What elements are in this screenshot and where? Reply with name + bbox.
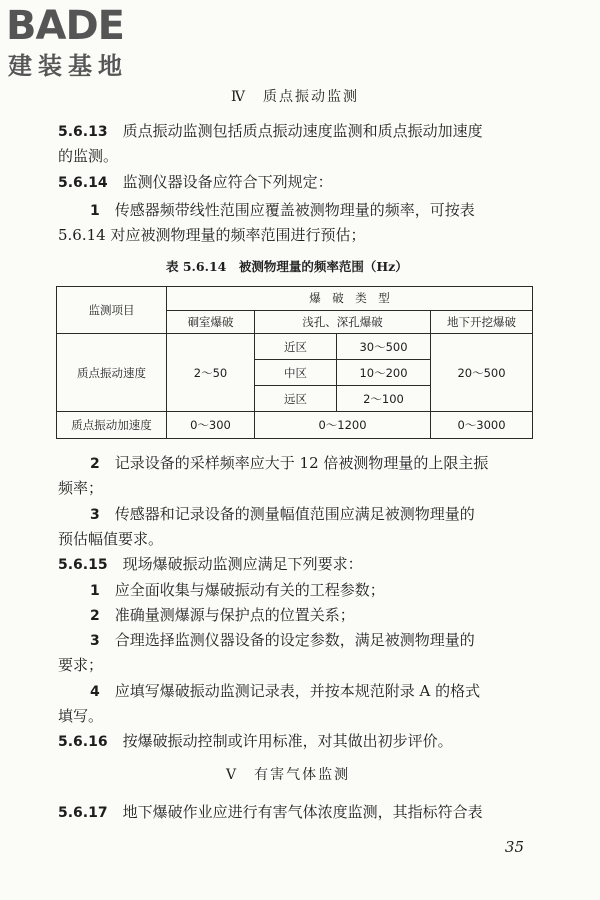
- clause-5-6-14: [58, 171, 333, 194]
- table-caption: 表 5.6.14 被测物理量的频率范围（Hz）: [166, 259, 408, 274]
- zone-far: 远区: [255, 386, 337, 412]
- clause-5-6-16: [58, 730, 453, 753]
- clause-number: 5.6.13: [58, 124, 108, 140]
- clause-15-item-3-cont: 要求；: [58, 656, 104, 674]
- frequency-range-table: [56, 286, 533, 439]
- far-zone-value: 2～100: [337, 386, 431, 412]
- velocity-underground-value: 20～500: [431, 334, 533, 412]
- near-zone-value: 30～500: [337, 334, 431, 360]
- item-text: 合理选择监测仪器设备的设定参数，满足被测物理量的: [114, 631, 475, 649]
- item-text: 应全面收集与爆破振动有关的工程参数；: [114, 581, 385, 599]
- clause-number: 5.6.15: [58, 557, 108, 573]
- clause-15-item-2: [90, 604, 355, 627]
- logo-chinese-text: 建装基地: [8, 52, 128, 80]
- item-1-cont: 5.6.14 对应被测物理量的频率范围进行预估；: [58, 226, 366, 244]
- clause-text: 地下爆破作业应进行有害气体浓度监测，其指标符合表: [122, 803, 483, 821]
- header-underground-blasting: 地下开挖爆破: [431, 310, 533, 334]
- middle-zone-value: 10～200: [337, 360, 431, 386]
- velocity-chamber-value: 2～50: [167, 334, 255, 412]
- item-number: 1: [90, 583, 100, 599]
- acceleration-chamber-value: 0～300: [167, 412, 255, 439]
- clause-5-6-13-cont: 的监测。: [58, 147, 119, 165]
- item-text: 应填写爆破振动监测记录表，并按本规范附录 A 的格式: [114, 682, 481, 700]
- item-2: [90, 452, 488, 475]
- clause-15-item-4-cont: 填写。: [58, 707, 104, 725]
- clause-text: 监测仪器设备应符合下列规定：: [122, 173, 333, 191]
- item-number: 3: [90, 507, 100, 523]
- zone-middle: 中区: [255, 360, 337, 386]
- item-1: [90, 199, 475, 222]
- clause-number: 5.6.16: [58, 734, 108, 750]
- header-chamber-blasting: 硐室爆破: [167, 310, 255, 334]
- logo-wordmark: BADE: [6, 3, 124, 49]
- clause-15-item-1: [90, 579, 385, 602]
- item-number: 2: [90, 456, 100, 472]
- clause-text: 质点振动监测包括质点振动速度监测和质点振动加速度: [122, 122, 483, 140]
- row-label-velocity: 质点振动速度: [57, 334, 167, 412]
- acceleration-hole-value: 0～1200: [255, 412, 431, 439]
- header-monitoring-item: 监测项目: [57, 287, 167, 334]
- item-3-cont: 预估幅值要求。: [58, 530, 164, 548]
- item-number: 2: [90, 608, 100, 624]
- item-text: 记录设备的采样频率应大于 12 倍被测物理量的上限主振: [114, 454, 489, 472]
- item-3: [90, 503, 475, 526]
- row-label-acceleration: 质点振动加速度: [57, 412, 167, 439]
- section-heading-particle-vibration: Ⅳ 质点振动监测: [231, 89, 359, 105]
- zone-near: 近区: [255, 334, 337, 360]
- section-heading-harmful-gas: Ⅴ 有害气体监测: [226, 767, 351, 783]
- acceleration-underground-value: 0～3000: [431, 412, 533, 439]
- clause-5-6-13: [58, 120, 483, 143]
- clause-15-item-3: [90, 629, 475, 652]
- header-hole-blasting: 浅孔、深孔爆破: [255, 310, 431, 334]
- header-blast-type: 爆 破 类 型: [167, 287, 533, 311]
- clause-text: 现场爆破振动监测应满足下列要求：: [122, 555, 363, 573]
- item-text: 传感器和记录设备的测量幅值范围应满足被测物理量的: [114, 505, 475, 523]
- clause-number: 5.6.14: [58, 175, 108, 191]
- clause-5-6-17: [58, 801, 483, 824]
- clause-text: 按爆破振动控制或许用标准，对其做出初步评价。: [122, 732, 453, 750]
- clause-5-6-15: [58, 553, 363, 576]
- item-number: 1: [90, 203, 100, 219]
- item-2-cont: 频率；: [58, 479, 104, 497]
- item-text: 准确量测爆源与保护点的位置关系；: [114, 606, 355, 624]
- item-number: 3: [90, 633, 100, 649]
- clause-15-item-4: [90, 680, 480, 703]
- bade-logo: [6, 4, 176, 92]
- item-text: 传感器频带线性范围应覆盖被测物理量的频率，可按表: [114, 201, 475, 219]
- page-number: 35: [504, 838, 524, 856]
- clause-number: 5.6.17: [58, 805, 108, 821]
- item-number: 4: [90, 684, 100, 700]
